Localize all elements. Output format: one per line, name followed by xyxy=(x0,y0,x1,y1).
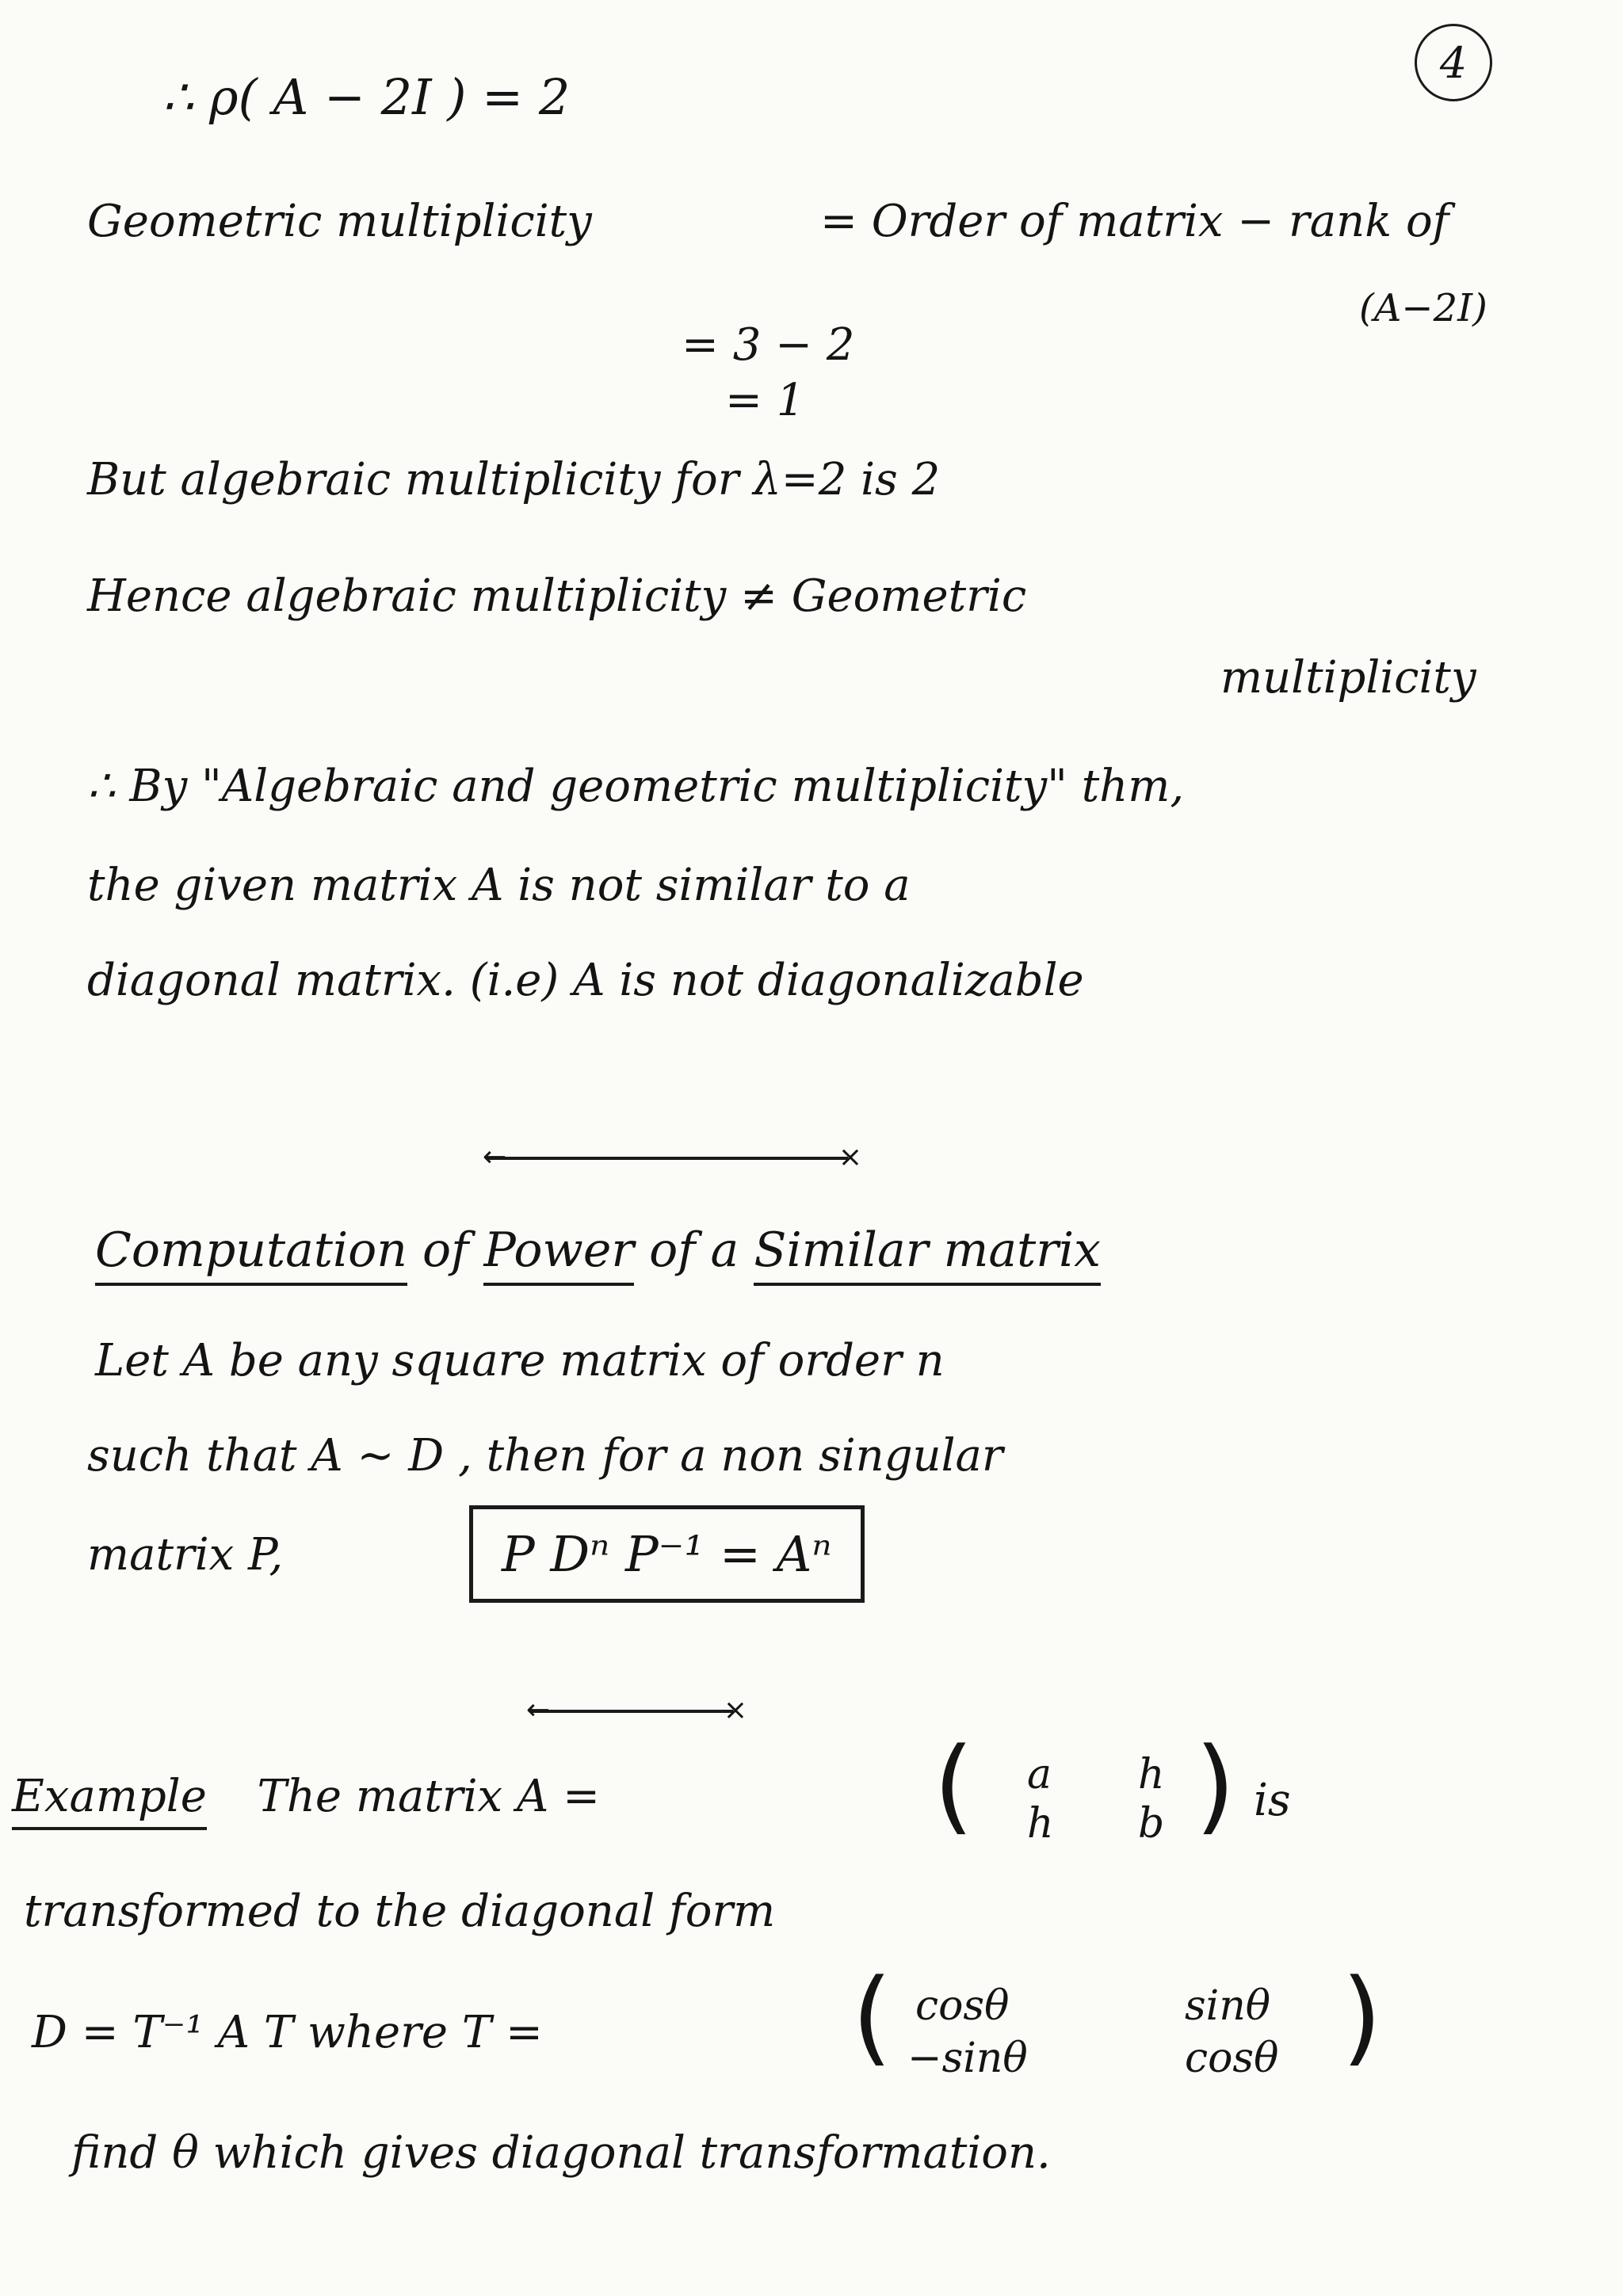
example-line-1 xyxy=(12,1771,601,1822)
matrix-t-cell-22: cosθ xyxy=(1185,2035,1279,2082)
example-is: is xyxy=(1254,1775,1291,1826)
example-line-3: D = T⁻¹ A T where T = xyxy=(32,2007,543,2058)
theorem-reference: ∴ By "Algebraic and geometric multiplicity" thm, xyxy=(87,761,1185,812)
example-line-2: transformed to the diagonal form xyxy=(24,1886,776,1937)
section-heading xyxy=(95,1222,1101,1278)
page-number-text: 4 xyxy=(1439,37,1468,88)
conclusion-line-2: diagonal matrix. (i.e) A is not diagonalizable xyxy=(87,955,1084,1006)
matrix-a-cell-11: a xyxy=(1027,1751,1052,1798)
heading-word-computation: Computation xyxy=(95,1222,407,1286)
computation-step-1: = 3 − 2 xyxy=(682,319,855,371)
example-text-1: The matrix A = xyxy=(257,1771,601,1822)
rank-argument: (A−2I) xyxy=(1359,286,1487,330)
section-divider-1: ← × xyxy=(483,1141,862,1173)
example-line-4: find θ which gives diagonal transformation. xyxy=(71,2127,1051,2179)
heading-word-power: Power xyxy=(483,1222,634,1286)
matrix-a-cell-22: b xyxy=(1138,1800,1165,1848)
hence-statement: Hence algebraic multiplicity ≠ Geometric xyxy=(87,570,1027,622)
matrix-a-cell-12: h xyxy=(1138,1751,1165,1798)
definition-line-1: Let A be any square matrix of order n xyxy=(95,1335,945,1386)
rank-statement: ∴ ρ( A − 2I ) = 2 xyxy=(162,68,571,126)
geometric-multiplicity-label: Geometric multiplicity xyxy=(87,196,592,247)
heading-word-similar-matrix: Similar matrix xyxy=(754,1222,1101,1286)
matrix-t: ( cosθ sinθ −sinθ cosθ ) xyxy=(852,1956,1382,2082)
matrix-a: ( a h h b ) is xyxy=(934,1725,1291,1848)
definition-line-3: matrix P, xyxy=(87,1529,284,1581)
geometric-multiplicity-definition: = Order of matrix − rank of xyxy=(820,196,1449,247)
algebraic-multiplicity-statement: But algebraic multiplicity for λ=2 is 2 xyxy=(87,454,941,505)
example-label: Example xyxy=(12,1771,207,1830)
matrix-a-cell-21: h xyxy=(1027,1800,1054,1848)
conclusion-line-1: the given matrix A is not similar to a xyxy=(87,860,911,911)
heading-word-of-a: of a xyxy=(649,1222,739,1278)
definition-line-2: such that A ∼ D , then for a non singular xyxy=(87,1430,1003,1482)
section-divider-2: ← × xyxy=(526,1694,747,1726)
computation-step-2: = 1 xyxy=(725,375,805,426)
matrix-t-cell-12: sinθ xyxy=(1185,1982,1271,2030)
matrix-t-cell-11: cosθ xyxy=(915,1982,1010,2030)
boxed-formula: P Dⁿ P⁻¹ = Aⁿ xyxy=(469,1505,865,1603)
heading-word-of: of xyxy=(422,1222,469,1278)
hence-statement-continued: multiplicity xyxy=(1220,652,1476,704)
page-number xyxy=(1415,24,1492,101)
matrix-t-cell-21: −sinθ xyxy=(907,2035,1028,2082)
